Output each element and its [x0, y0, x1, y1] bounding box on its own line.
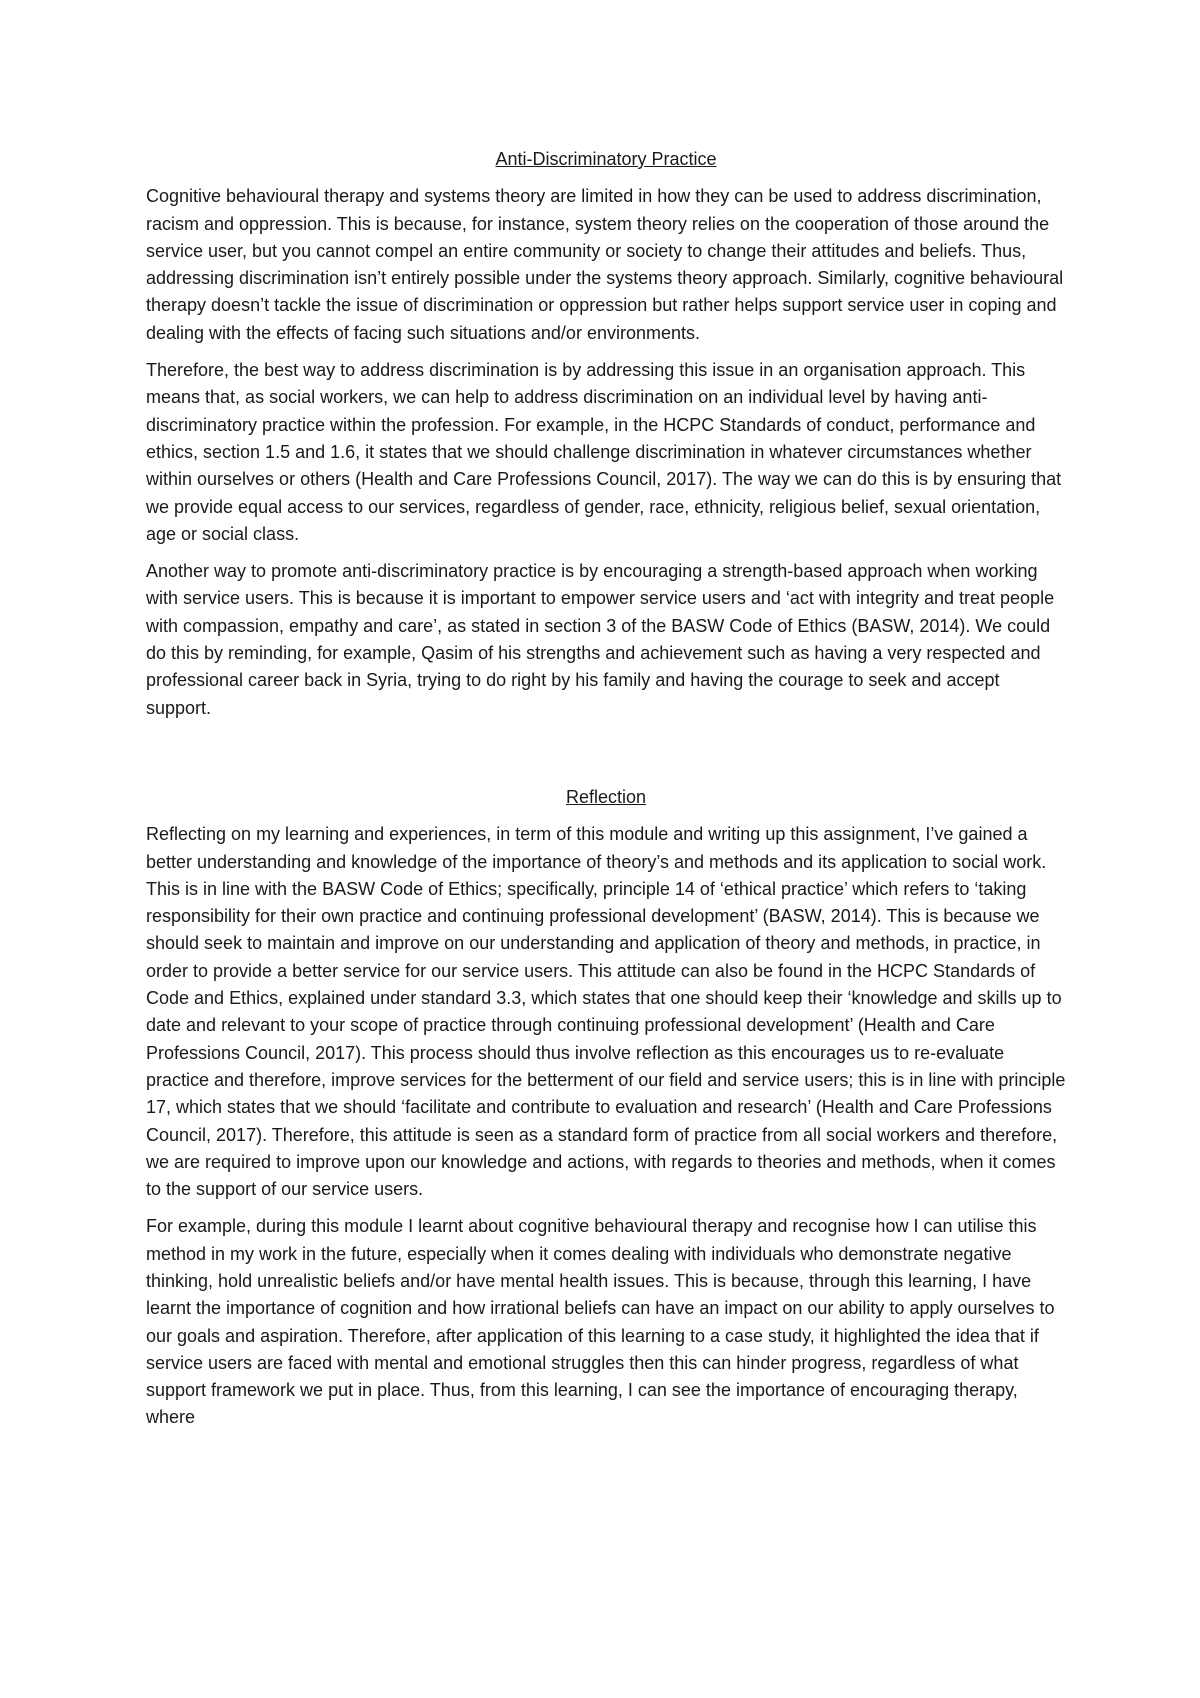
- paragraph: Cognitive behavioural therapy and systems theory are limited in how they can be used to address discrimination, racism and oppression. This is because, for instance, system theory relies on the cooperation of those around the service user, but you cannot compel an entire community or society to change their attitudes and beliefs. Thus, addressing discrimination isn’t entirely possible under the systems theory approach. Similarly, cognitive behavioural therapy doesn’t tackle the issue of discrimination or oppression but rather helps support service user in coping and dealing with the effects of facing such situations and/or environments.: [146, 186, 1064, 343]
- section-reflection: [146, 784, 1066, 1432]
- document-page: [146, 146, 1066, 1442]
- section-anti-discriminatory-practice: [146, 146, 1066, 722]
- section-spacer: [146, 732, 1066, 784]
- paragraph: Therefore, the best way to address discrimination is by addressing this issue in an organisation approach. This means that, as social workers, we can help to address discrimination on an individual level by having anti-discriminatory practice within the profession. For example, in the HCPC Standards of conduct, performance and ethics, section 1.5 and 1.6, it states that we should challenge discrimination in whatever circumstances whether within ourselves or others (Health and Care Professions Council, 2017). The way we can do this is by ensuring that we provide equal access to our services, regardless of gender, race, ethnicity, religious belief, sexual orientation, age or social class.: [146, 360, 1062, 544]
- paragraph: Another way to promote anti-discriminatory practice is by encouraging a strength-based approach when working with service users. This is because it is important to empower service users and ‘act with integrity and treat people with compassion, empathy and care’, as stated in section 3 of the BASW Code of Ethics (BASW, 2014). We could do this by reminding, for example, Qasim of his strengths and achievement such as having a very respected and professional career back in Syria, trying to do right by his family and having the courage to seek and accept support.: [146, 561, 1055, 718]
- section-heading: Anti-Discriminatory Practice: [495, 149, 717, 169]
- paragraph: For example, during this module I learnt about cognitive behavioural therapy and recognise how I can utilise this method in my work in the future, especially when it comes dealing with individuals who demonstrate negative thinking, hold unrealistic beliefs and/or have mental health issues. This is because, through this learning, I have learnt the importance of cognition and how irrational beliefs can have an impact on our ability to apply ourselves to our goals and aspiration. Therefore, after application of this learning to a case study, it highlighted the idea that if service users are faced with mental and emotional struggles then this can hinder progress, regardless of what support framework we put in place. Thus, from this learning, I can see the importance of encouraging therapy, where: [146, 1216, 1055, 1428]
- section-heading: Reflection: [565, 786, 647, 807]
- paragraph: Reflecting on my learning and experiences, in term of this module and writing up this assignment, I’ve gained a better understanding and knowledge of the importance of theory’s and methods and its application to social work. This is in line with the BASW Code of Ethics; specifically, principle 14 of ‘ethical practice’ which refers to ‘taking responsibility for their own practice and continuing professional development’ (BASW, 2014). This is because we should seek to maintain and improve on our understanding and application of theory and methods, in practice, in order to provide a better service for our service users. This attitude can also be found in the HCPC Standards of Code and Ethics, explained under standard 3.3, which states that one should keep their ‘knowledge and skills up to date and relevant to your scope of practice through continuing professional development’ (Health and Care Professions Council, 2017). This process should thus involve reflection as this encourages us to re-evaluate practice and therefore, improve services for the betterment of our field and service users; this is in line with principle 17, which states that we should ‘facilitate and contribute to evaluation and research’ (Health and Care Professions Council, 2017). Therefore, this attitude is seen as a standard form of practice from all social workers and therefore, we are required to improve upon our knowledge and actions, with regards to theories and methods, when it comes to the support of our service users.: [146, 824, 1066, 1200]
